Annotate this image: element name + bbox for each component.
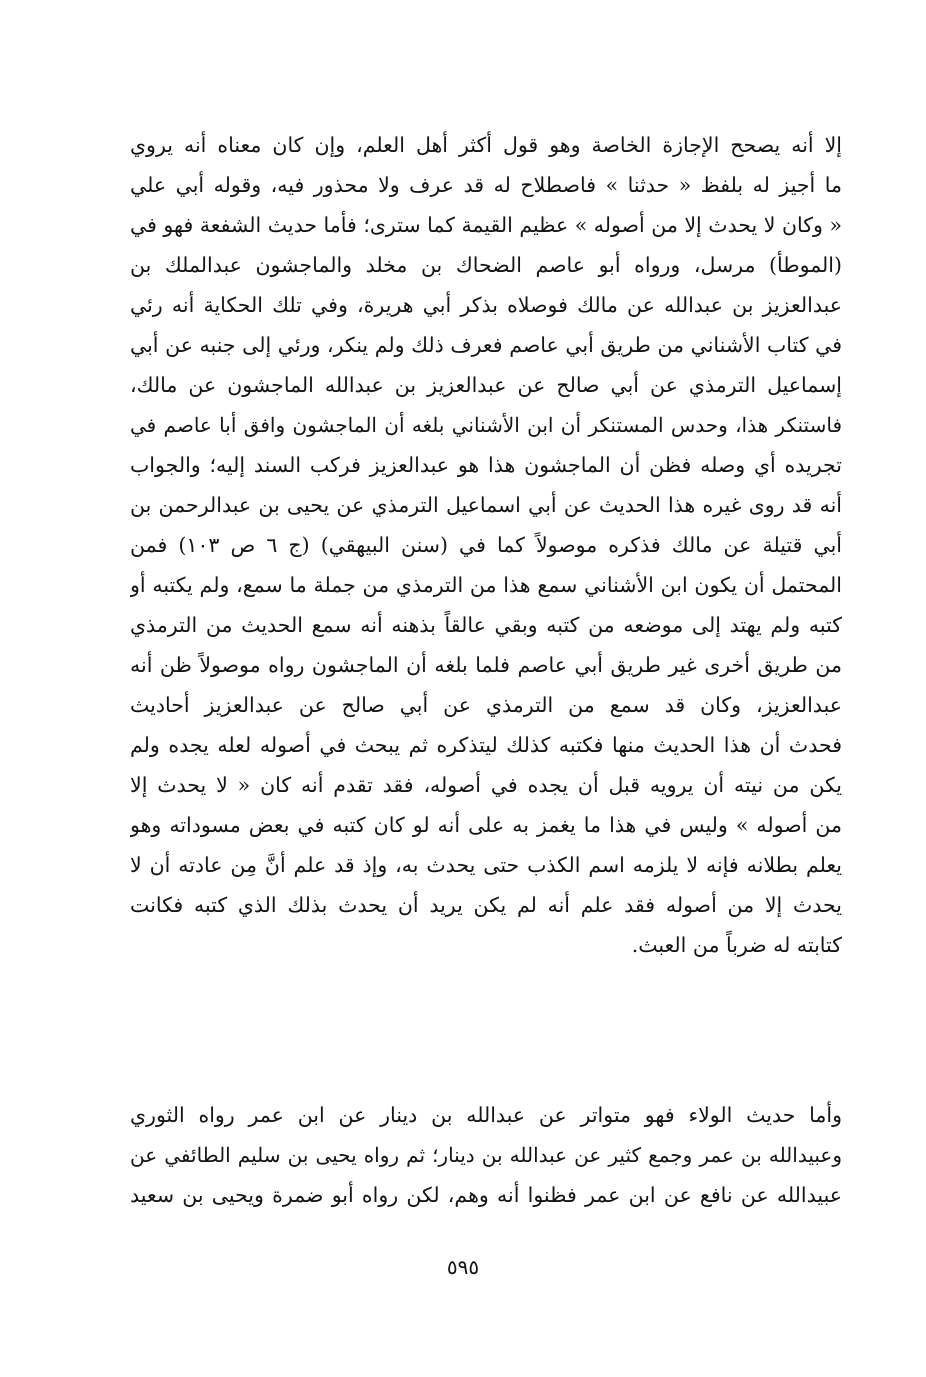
text-line: من طريق أخرى غير طريق أبي عاصم فلما بلغه أن الماجشون رواه موصولاً ظن أنه	[130, 653, 842, 677]
text-line: فاستنكر هذا، وحدس المستنكر أن ابن الأشناني بلغه أن الماجشون وافق أبا عاصم في	[130, 413, 842, 437]
text-line: « وكان لا يحدث إلا من أصوله » عظيم القيمة كما سترى؛ فأما حديث الشفعة فهو في	[130, 213, 842, 237]
text-line: عبدالعزيز، وكان قد سمع من الترمذي عن أبي صالح عن عبدالعزيز أحاديث	[130, 693, 842, 717]
text-line: المحتمل أن يكون ابن الأشناني سمع هذا من الترمذي من جملة ما سمع، ولم يكتبه أو	[130, 573, 842, 597]
text-line: في كتاب الأشناني من طريق أبي عاصم فعرف ذلك ولم ينكر، ورئي إلى جنبه عن أبي	[130, 333, 842, 357]
text-line: ما أجيز له بلفظ « حدثنا » فاصطلاح له قد عرف ولا محذور فيه، وقوله أبي علي	[130, 173, 842, 197]
text-line: من أصوله » وليس في هذا ما يغمز به على أنه لو كان كتبه في بعض مسوداته وهو	[130, 813, 842, 837]
page-number: ٥٩٥	[446, 1255, 480, 1279]
text-line: عبيدالله عن نافع عن ابن عمر فظنوا أنه وهم، لكن رواه أبو ضمرة ويحيى بن سعيد	[130, 1183, 842, 1207]
text-line: تجريده أي وصله فظن أن الماجشون هذا هو عبدالعزيز فركب السند إليه؛ والجواب	[130, 453, 842, 477]
text-line: عبدالعزيز بن عبدالله عن مالك فوصلاه بذكر أبي هريرة، وفي تلك الحكاية أنه رئي	[130, 293, 842, 317]
text-line: فحدث أن هذا الحديث منها فكتبه كذلك ليتذكره ثم يبحث في أصوله لعله يجده ولم	[130, 733, 842, 757]
text-line: يعلم بطلانه فإنه لا يلزمه اسم الكذب حتى يحدث به، وإذ قد علم أنَّ مِن عادته أن لا	[130, 853, 842, 877]
text-line: إلا أنه يصحح الإجازة الخاصة وهو قول أكثر أهل العلم، وإن كان معناه أنه يروي	[130, 133, 842, 157]
text-line: يكن من نيته أن يرويه قبل أن يجده في أصوله، فقد تقدم أنه كان « لا يحدث إلا	[130, 773, 842, 797]
text-line: كتبه ولم يهتد إلى موضعه من كتبه وبقي عالقاً بذهنه أنه سمع الحديث من الترمذي	[130, 613, 842, 637]
text-line: إسماعيل الترمذي عن أبي صالح عن عبدالعزيز بن عبدالله الماجشون عن مالك،	[130, 373, 842, 397]
text-line: (الموطأ) مرسل، ورواه أبو عاصم الضحاك بن مخلد والماجشون عبدالملك بن	[130, 253, 842, 277]
text-line: وعبيدالله بن عمر وجمع كثير عن عبدالله بن دينار؛ ثم رواه يحيى بن سليم الطائفي عن	[130, 1143, 842, 1167]
text-line: أبي قتيلة عن مالك فذكره موصولاً كما في (سنن البيهقي) (ج ٦ ص ١٠٣) فمن	[130, 533, 842, 557]
text-line: وأما حديث الولاء فهو متواتر عن عبدالله بن دينار عن ابن عمر رواه الثوري	[130, 1103, 842, 1127]
text-line: يحدث إلا من أصوله فقد علم أنه لم يكن يريد أن يحدث بذلك الذي كتبه فكانت	[130, 893, 842, 917]
text-line: أنه قد روى غيره هذا الحديث عن أبي اسماعيل الترمذي عن يحيى بن عبدالرحمن بن	[130, 493, 842, 517]
text-line: كتابته له ضرباً من العبث.	[631, 933, 842, 957]
